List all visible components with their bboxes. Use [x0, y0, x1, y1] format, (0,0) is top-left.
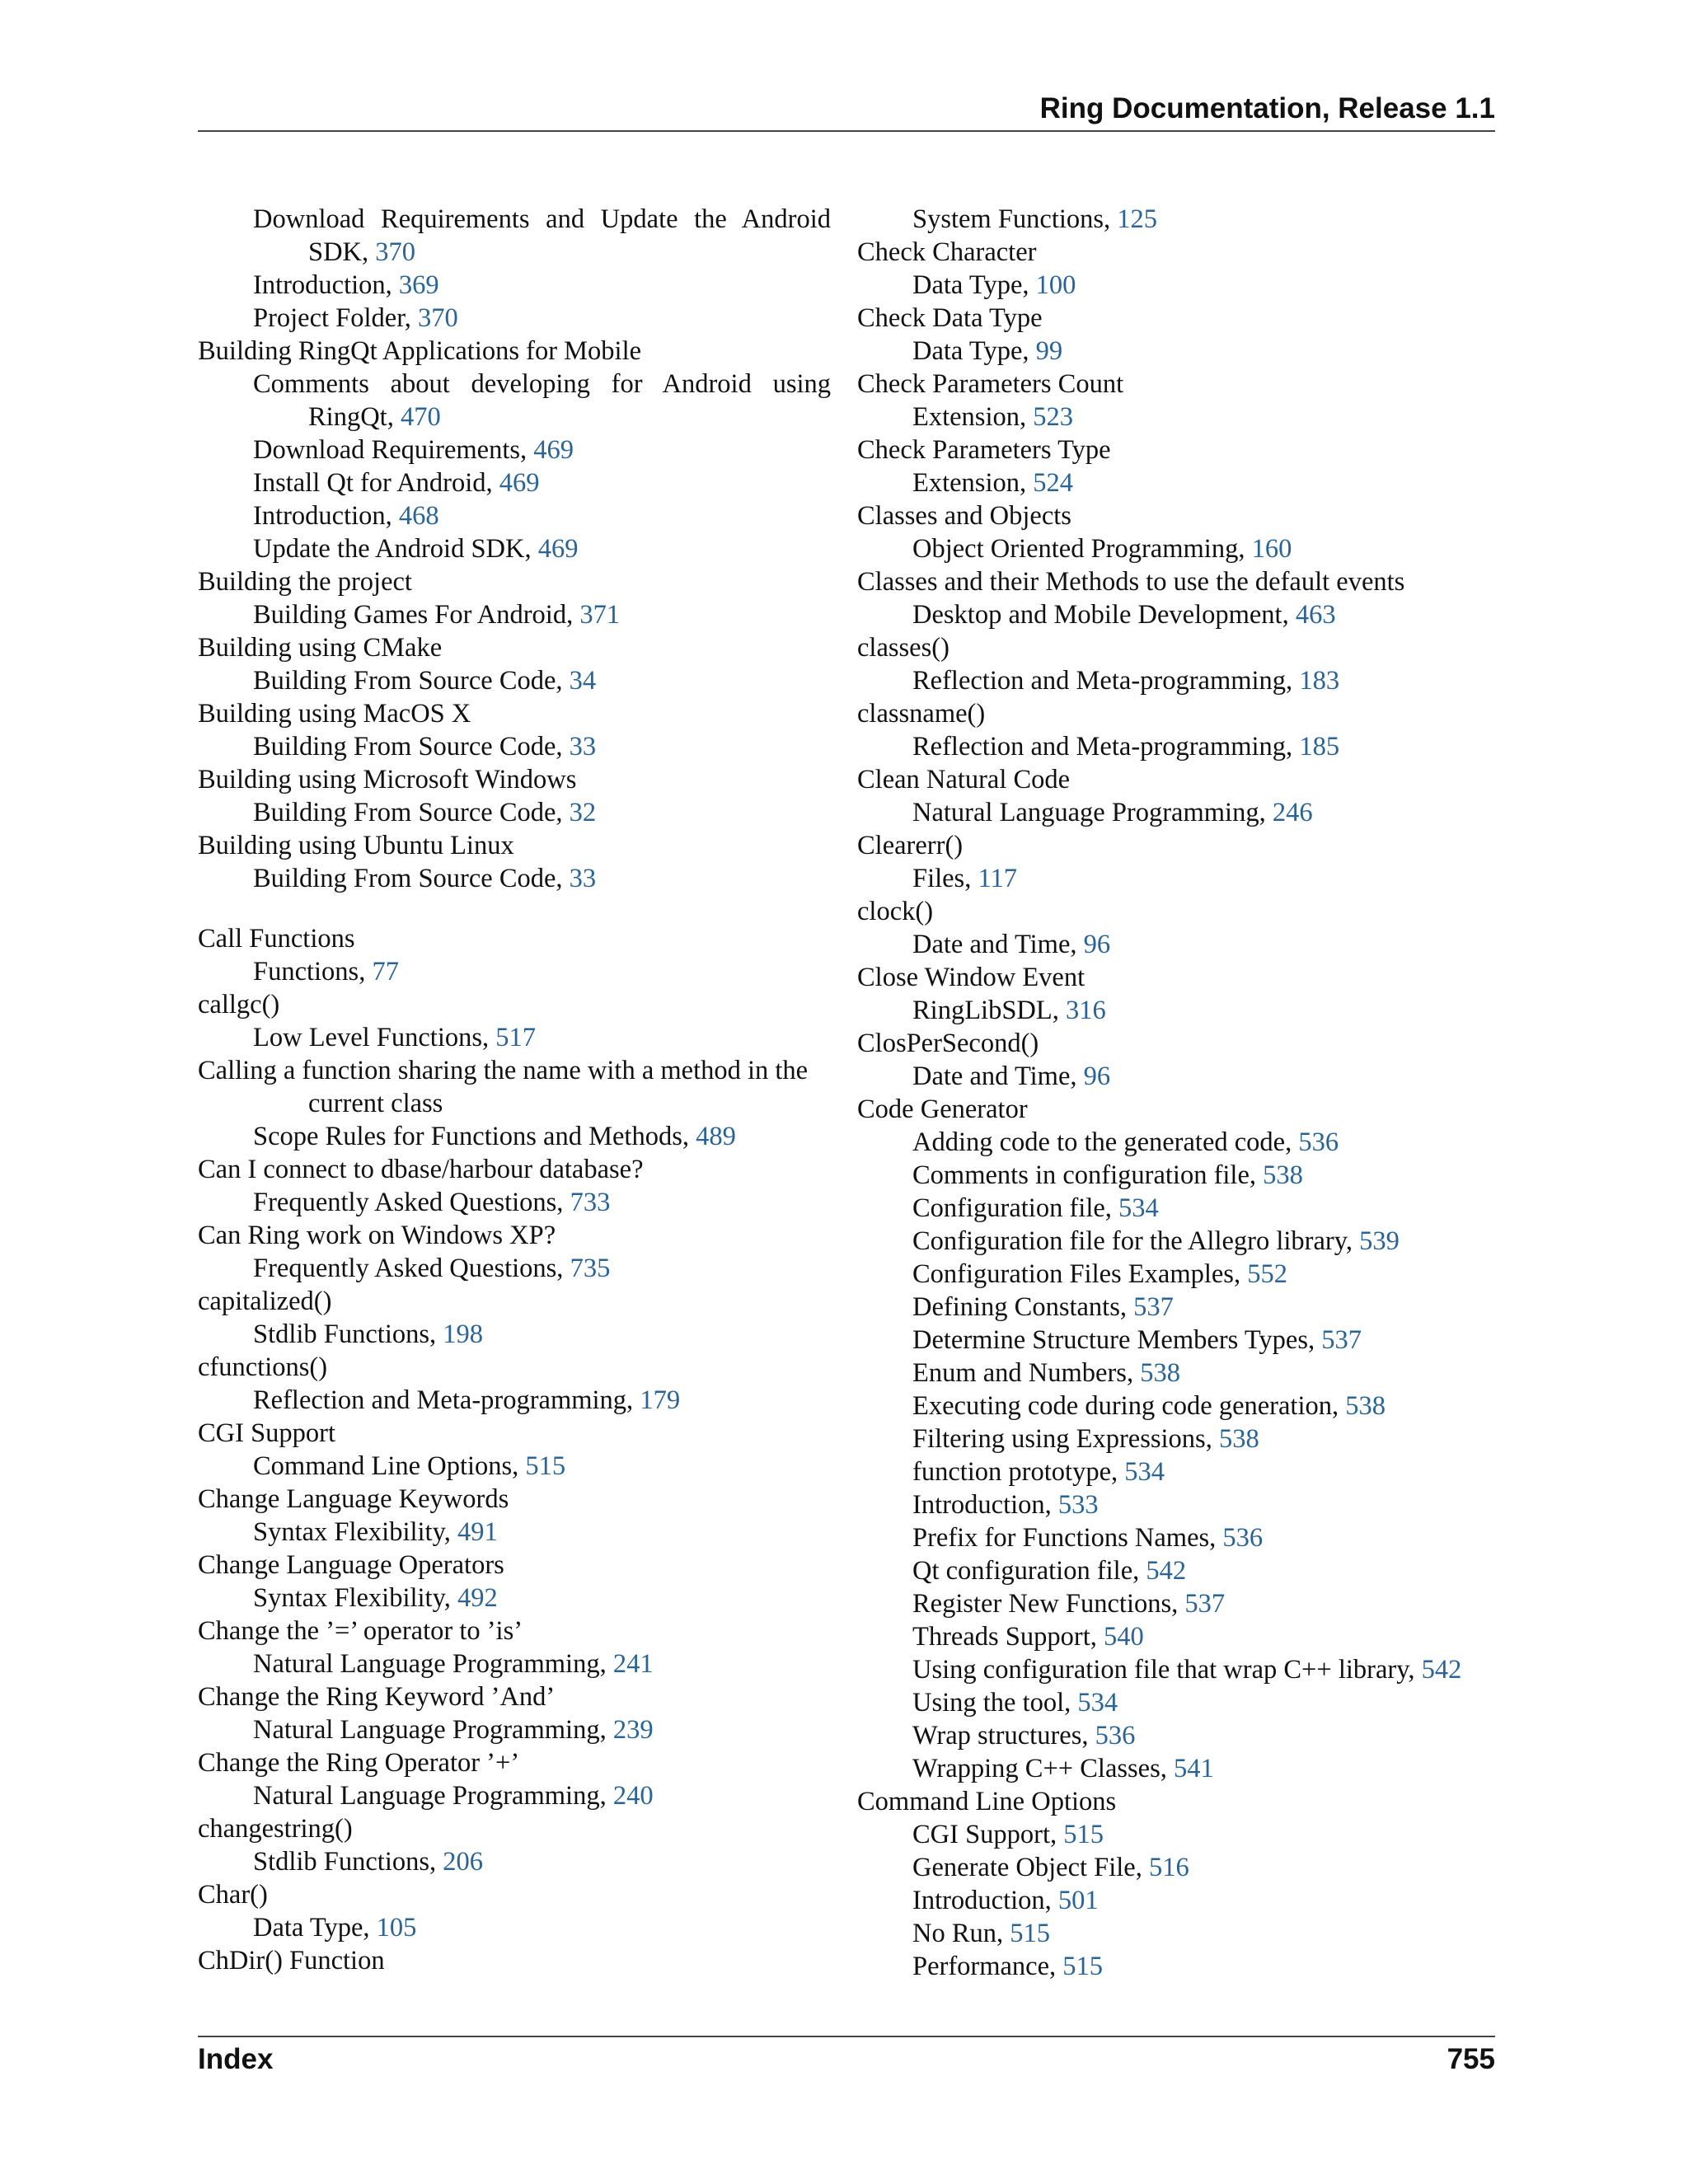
- page-reference-link[interactable]: 552: [1247, 1259, 1287, 1289]
- page-reference-link[interactable]: 179: [640, 1385, 681, 1415]
- index-entry-text: Determine Structure Members Types,: [912, 1325, 1322, 1355]
- index-entry-text: System Functions,: [912, 204, 1118, 234]
- index-subentry: [857, 335, 1508, 368]
- index-entry-text: CGI Support: [198, 1418, 336, 1448]
- page-reference-link[interactable]: 99: [1035, 336, 1063, 366]
- index-entry-text: Check Character: [857, 237, 1037, 267]
- index-subentry: [198, 955, 831, 988]
- index-subentry: [857, 1686, 1508, 1719]
- index-subentry: [857, 1324, 1508, 1357]
- page-reference-link[interactable]: 538: [1263, 1160, 1303, 1190]
- index-subentry: [857, 1917, 1508, 1950]
- index-subentry: [198, 1779, 831, 1812]
- index-entry-text: Threads Support,: [912, 1622, 1104, 1652]
- index-term: [857, 499, 1508, 532]
- index-entry-text: Download Requirements and Update the Android: [253, 204, 831, 234]
- page-reference-link[interactable]: 538: [1218, 1424, 1259, 1454]
- page-reference-link[interactable]: 542: [1421, 1655, 1462, 1685]
- index-entry-text: Desktop and Mobile Development,: [912, 600, 1296, 630]
- index-subentry: [857, 1554, 1508, 1587]
- page-reference-link[interactable]: 537: [1321, 1325, 1362, 1355]
- index-entry-text: classes(): [857, 633, 950, 663]
- index-entry-text: Building From Source Code,: [253, 798, 570, 827]
- index-term: [857, 895, 1508, 928]
- index-subentry: [198, 862, 831, 895]
- index-entry-text: Extension,: [912, 402, 1034, 432]
- index-entry-text: Building using Ubuntu Linux: [198, 831, 514, 860]
- index-continuation: [198, 401, 831, 434]
- index-entry-text: Introduction,: [253, 501, 399, 531]
- page-reference-link[interactable]: 33: [569, 864, 597, 893]
- index-entry-text: Wrap structures,: [912, 1721, 1095, 1750]
- page-reference-link[interactable]: 534: [1124, 1457, 1165, 1487]
- index-subentry: [857, 1884, 1508, 1917]
- index-entry-text: Natural Language Programming,: [253, 1781, 613, 1811]
- index-term: [198, 988, 831, 1021]
- index-subentry: [857, 730, 1508, 763]
- index-term: [198, 1153, 831, 1186]
- index-entry-text: Functions,: [253, 957, 373, 987]
- page-reference-link[interactable]: 100: [1035, 270, 1076, 300]
- page-reference-link[interactable]: 733: [570, 1188, 611, 1217]
- page-reference-link[interactable]: 34: [569, 666, 597, 696]
- index-entry-text: Performance,: [912, 1952, 1063, 1981]
- index-entry-text: Introduction,: [912, 1490, 1058, 1520]
- index-entry-text: Defining Constants,: [912, 1292, 1134, 1322]
- index-entry-text: Syntax Flexibility,: [253, 1583, 457, 1613]
- index-entry-text: clock(): [857, 897, 934, 926]
- page-reference-link[interactable]: 539: [1359, 1226, 1400, 1256]
- index-entry-text: Natural Language Programming,: [253, 1715, 613, 1745]
- index-term: [198, 1944, 831, 1977]
- index-entry-text: Building using CMake: [198, 633, 443, 663]
- index-subentry: [198, 1021, 831, 1054]
- index-entry-text: Download Requirements,: [253, 435, 534, 465]
- index-entry-text: Reflection and Meta-programming,: [253, 1385, 640, 1415]
- index-subentry: [198, 730, 831, 763]
- index-entry-text: Building From Source Code,: [253, 666, 570, 696]
- index-entry-text: Building Games For Android,: [253, 600, 580, 630]
- index-subentry: [198, 796, 831, 829]
- page-reference-link[interactable]: 524: [1033, 468, 1073, 498]
- page-reference-link[interactable]: 534: [1118, 1193, 1159, 1223]
- index-entry-text: Register New Functions,: [912, 1589, 1185, 1619]
- index-term: [857, 302, 1508, 335]
- index-subentry: [857, 1126, 1508, 1159]
- index-entry-text: Natural Language Programming,: [253, 1649, 613, 1679]
- index-entry-text: Reflection and Meta-programming,: [912, 732, 1300, 762]
- index-subentry: [857, 1521, 1508, 1554]
- index-entry-text: callgc(): [198, 990, 280, 1019]
- letter-group-spacer: [198, 895, 831, 922]
- index-entry-text: Building From Source Code,: [253, 732, 570, 762]
- index-subentry: [198, 1384, 831, 1417]
- index-subentry: [857, 1060, 1508, 1093]
- index-entry-text: Frequently Asked Questions,: [253, 1254, 570, 1283]
- page-reference-link[interactable]: 469: [537, 534, 579, 564]
- index-subentry: [857, 928, 1508, 961]
- index-column-right: [857, 203, 1508, 1983]
- index-subentry: [857, 1488, 1508, 1521]
- index-subentry: [857, 269, 1508, 302]
- index-subentry: [198, 368, 831, 401]
- index-term: [857, 1093, 1508, 1126]
- index-subentry: [198, 269, 831, 302]
- index-term: [198, 922, 831, 955]
- index-entry-text: changestring(): [198, 1814, 353, 1844]
- page-reference-link[interactable]: 517: [495, 1023, 537, 1052]
- page-header-title: Ring Documentation, Release 1.1: [1039, 92, 1495, 124]
- index-subentry: [857, 1192, 1508, 1225]
- index-entry-text: Enum and Numbers,: [912, 1358, 1141, 1388]
- page-reference-link[interactable]: 160: [1251, 534, 1292, 564]
- index-subentry: [198, 1647, 831, 1680]
- page-reference-link[interactable]: 96: [1083, 1062, 1111, 1091]
- index-entry-text: Classes and their Methods to use the default events: [857, 567, 1405, 597]
- index-subentry: [857, 1291, 1508, 1324]
- index-entry-text: Clean Natural Code: [857, 765, 1071, 794]
- page-reference-link[interactable]: 117: [978, 864, 1018, 893]
- page-reference-link[interactable]: 370: [375, 237, 416, 267]
- index-subentry: [198, 1318, 831, 1351]
- index-entry-text: Introduction,: [912, 1886, 1058, 1915]
- index-entry-text: Building using Microsoft Windows: [198, 765, 577, 794]
- index-entry-text: Adding code to the generated code,: [912, 1127, 1299, 1157]
- index-subentry: [857, 1752, 1508, 1785]
- index-subentry: [857, 1653, 1508, 1686]
- index-subentry: [857, 598, 1508, 631]
- index-entry-text: Prefix for Functions Names,: [912, 1523, 1223, 1553]
- index-column-left: [198, 203, 831, 1977]
- index-subentry: [198, 1516, 831, 1549]
- index-subentry: [198, 1120, 831, 1153]
- index-term: [198, 763, 831, 796]
- page-reference-link[interactable]: 241: [612, 1649, 654, 1679]
- page-reference-link[interactable]: 515: [1062, 1952, 1104, 1981]
- page-reference-link[interactable]: 246: [1272, 798, 1313, 827]
- page-reference-link[interactable]: 370: [417, 303, 458, 333]
- index-entry-text: Generate Object File,: [912, 1853, 1149, 1882]
- page-reference-link[interactable]: 536: [1095, 1721, 1136, 1750]
- index-entry-text: function prototype,: [912, 1457, 1125, 1487]
- page-reference-link[interactable]: 516: [1148, 1853, 1189, 1882]
- index-subentry: [198, 434, 831, 466]
- footer-rule: [198, 2036, 1495, 2037]
- index-subentry: [198, 203, 831, 236]
- index-entry-text: Install Qt for Android,: [253, 468, 499, 498]
- page-reference-link[interactable]: 533: [1057, 1490, 1099, 1520]
- index-entry-text: CGI Support,: [912, 1820, 1064, 1849]
- index-term: [198, 1746, 831, 1779]
- page-reference-link[interactable]: 206: [443, 1847, 483, 1877]
- page-reference-link[interactable]: 240: [612, 1781, 654, 1811]
- page-reference-link[interactable]: 77: [372, 957, 399, 987]
- index-subentry: [857, 1258, 1508, 1291]
- index-subentry: [857, 1818, 1508, 1851]
- index-entry-text: Building the project: [198, 567, 412, 597]
- index-subentry: [857, 532, 1508, 565]
- index-term: [198, 1285, 831, 1318]
- index-subentry: [198, 664, 831, 697]
- index-subentry: [857, 1225, 1508, 1258]
- page-reference-link[interactable]: 515: [525, 1451, 566, 1481]
- index-subentry: [198, 1582, 831, 1615]
- page-reference-link[interactable]: 489: [696, 1122, 736, 1151]
- index-entry-text: Can I connect to dbase/harbour database?: [198, 1155, 644, 1184]
- page-reference-link[interactable]: 183: [1299, 666, 1340, 696]
- page-reference-link[interactable]: 105: [376, 1913, 417, 1943]
- index-term: [857, 829, 1508, 862]
- index-term: [857, 1027, 1508, 1060]
- page-reference-link[interactable]: 491: [457, 1517, 498, 1547]
- index-entry-text: Call Functions: [198, 924, 355, 954]
- page-reference-link[interactable]: 125: [1117, 204, 1158, 234]
- index-entry-text: Check Parameters Count: [857, 369, 1124, 399]
- page-reference-link[interactable]: 523: [1033, 402, 1073, 432]
- page-reference-link[interactable]: 537: [1133, 1292, 1174, 1322]
- index-entry-text: Command Line Options,: [253, 1451, 526, 1481]
- page-reference-link[interactable]: 537: [1184, 1589, 1226, 1619]
- page-reference-link[interactable]: 32: [569, 798, 597, 827]
- index-entry-text: Change the Ring Keyword ’And’: [198, 1682, 556, 1712]
- index-term: [198, 829, 831, 862]
- index-entry-text: Data Type,: [253, 1913, 377, 1943]
- index-subentry: [198, 1845, 831, 1878]
- index-subentry: [198, 302, 831, 335]
- index-subentry: [198, 1252, 831, 1285]
- index-term: [198, 1878, 831, 1911]
- index-entry-text: cfunctions(): [198, 1352, 328, 1382]
- page-reference-link[interactable]: 492: [457, 1583, 498, 1613]
- index-subentry: [857, 1851, 1508, 1884]
- index-subentry: [198, 532, 831, 565]
- index-continuation: [198, 1087, 831, 1120]
- page-reference-link[interactable]: 538: [1140, 1358, 1180, 1388]
- index-subentry: [857, 466, 1508, 499]
- index-entry-text: ClosPerSecond(): [857, 1029, 1039, 1058]
- index-subentry: [857, 1620, 1508, 1653]
- page-reference-link[interactable]: 541: [1174, 1754, 1214, 1783]
- footer-page-number: 755: [1447, 2043, 1495, 2075]
- page-reference-link[interactable]: 239: [612, 1715, 654, 1745]
- index-subentry: [857, 862, 1508, 895]
- index-entry-text: Frequently Asked Questions,: [253, 1188, 570, 1217]
- index-term: [198, 697, 831, 730]
- index-entry-text: Date and Time,: [912, 930, 1084, 959]
- index-entry-text: Stdlib Functions,: [253, 1319, 443, 1349]
- index-entry-text: Using configuration file that wrap C++ library,: [912, 1655, 1422, 1685]
- index-entry-text: Files,: [912, 864, 978, 893]
- index-term: [857, 434, 1508, 466]
- index-term: [857, 697, 1508, 730]
- index-entry-text: Extension,: [912, 468, 1034, 498]
- index-subentry: [857, 1455, 1508, 1488]
- page-reference-link[interactable]: 468: [398, 501, 439, 531]
- page-reference-link[interactable]: 534: [1077, 1688, 1118, 1718]
- index-entry-text: classname(): [857, 699, 986, 729]
- index-term: [198, 1615, 831, 1647]
- page-reference-link[interactable]: 469: [533, 435, 574, 465]
- page-reference-link[interactable]: 542: [1146, 1556, 1187, 1586]
- index-entry-text: Change the ’=’ operator to ’is’: [198, 1616, 523, 1646]
- page-reference-link[interactable]: 470: [400, 402, 441, 432]
- index-term: [857, 1785, 1508, 1818]
- index-subentry: [857, 1159, 1508, 1192]
- index-entry-text: Introduction,: [253, 270, 399, 300]
- index-entry-text: Change Language Operators: [198, 1550, 504, 1580]
- index-entry-text: Qt configuration file,: [912, 1556, 1146, 1586]
- index-entry-text: Char(): [198, 1880, 268, 1910]
- index-entry-text: Project Folder,: [253, 303, 418, 333]
- index-entry-text: Code Generator: [857, 1094, 1028, 1124]
- index-subentry: [857, 1357, 1508, 1390]
- index-entry-text: Update the Android SDK,: [253, 534, 538, 564]
- index-entry-text: Filtering using Expressions,: [912, 1424, 1219, 1454]
- index-entry-text: Using the tool,: [912, 1688, 1078, 1718]
- index-subentry: [857, 796, 1508, 829]
- index-entry-text: Stdlib Functions,: [253, 1847, 443, 1877]
- page-reference-link[interactable]: 316: [1066, 996, 1106, 1025]
- index-entry-text: Change the Ring Operator ’+’: [198, 1748, 520, 1778]
- index-subentry: [857, 994, 1508, 1027]
- index-entry-text: Check Data Type: [857, 303, 1043, 333]
- index-subentry: [857, 1950, 1508, 1983]
- index-subentry: [198, 1911, 831, 1944]
- page-reference-link[interactable]: 536: [1222, 1523, 1264, 1553]
- index-term: [857, 631, 1508, 664]
- page-reference-link[interactable]: 501: [1057, 1886, 1099, 1915]
- index-entry-text: Close Window Event: [857, 963, 1085, 992]
- index-subentry: [857, 1587, 1508, 1620]
- index-term: [198, 1054, 831, 1087]
- index-subentry: [198, 1450, 831, 1483]
- index-entry-text: RingLibSDL,: [912, 996, 1066, 1025]
- index-subentry: [857, 1719, 1508, 1752]
- index-subentry: [857, 203, 1508, 236]
- index-entry-text: Can Ring work on Windows XP?: [198, 1221, 556, 1250]
- index-entry-text: Building From Source Code,: [253, 864, 570, 893]
- index-entry-text: Syntax Flexibility,: [253, 1517, 457, 1547]
- page-reference-link[interactable]: 515: [1010, 1919, 1051, 1948]
- index-entry-text: Low Level Functions,: [253, 1023, 496, 1052]
- page-reference-link[interactable]: 538: [1345, 1391, 1386, 1421]
- index-entry-text: Natural Language Programming,: [912, 798, 1273, 827]
- index-term: [857, 236, 1508, 269]
- header-rule: [198, 130, 1495, 132]
- index-subentry: [857, 1390, 1508, 1422]
- index-term: [198, 1351, 831, 1384]
- page-reference-link[interactable]: 469: [499, 468, 540, 498]
- index-entry-text: Calling a function sharing the name with a method in the: [198, 1056, 809, 1085]
- index-subentry: [198, 1713, 831, 1746]
- page-reference-link[interactable]: 735: [570, 1254, 611, 1283]
- index-entry-text: Building RingQt Applications for Mobile: [198, 336, 642, 366]
- index-entry-text: Comments about developing for Android using: [253, 369, 831, 399]
- index-subentry: [857, 401, 1508, 434]
- index-term: [198, 1549, 831, 1582]
- index-subentry: [198, 466, 831, 499]
- index-subentry: [198, 1186, 831, 1219]
- index-subentry: [857, 1422, 1508, 1455]
- index-entry-text: No Run,: [912, 1919, 1010, 1948]
- index-term: [857, 763, 1508, 796]
- index-entry-text: Executing code during code generation,: [912, 1391, 1346, 1421]
- index-entry-text: Wrapping C++ Classes,: [912, 1754, 1174, 1783]
- index-entry-text: Data Type,: [912, 336, 1036, 366]
- page-reference-link[interactable]: 369: [398, 270, 439, 300]
- index-term: [198, 565, 831, 598]
- index-term: [857, 368, 1508, 401]
- index-entry-text: current class: [308, 1089, 443, 1118]
- page-reference-link[interactable]: 463: [1295, 600, 1336, 630]
- index-entry-text: Change Language Keywords: [198, 1484, 509, 1514]
- index-entry-text: Object Oriented Programming,: [912, 534, 1252, 564]
- index-entry-text: Comments in configuration file,: [912, 1160, 1264, 1190]
- index-term: [198, 1812, 831, 1845]
- index-entry-text: Clearerr(): [857, 831, 964, 860]
- index-entry-text: Configuration Files Examples,: [912, 1259, 1248, 1289]
- index-entry-text: Reflection and Meta-programming,: [912, 666, 1300, 696]
- index-entry-text: Data Type,: [912, 270, 1036, 300]
- footer-section-label: Index: [198, 2043, 274, 2075]
- index-term: [198, 1417, 831, 1450]
- page-reference-link[interactable]: 536: [1298, 1127, 1339, 1157]
- index-entry-text: Check Parameters Type: [857, 435, 1111, 465]
- index-entry-text: Date and Time,: [912, 1062, 1084, 1091]
- index-entry-text: Configuration file,: [912, 1193, 1119, 1223]
- index-continuation: [198, 236, 831, 269]
- page-reference-link[interactable]: 540: [1103, 1622, 1144, 1652]
- page-reference-link[interactable]: 96: [1083, 930, 1111, 959]
- index-subentry: [857, 664, 1508, 697]
- index-term: [857, 961, 1508, 994]
- page-reference-link[interactable]: 371: [579, 600, 621, 630]
- index-entry-text: capitalized(): [198, 1286, 332, 1316]
- index-entry-text: RingQt,: [308, 402, 401, 432]
- index-term: [198, 335, 831, 368]
- index-entry-text: Scope Rules for Functions and Methods,: [253, 1122, 696, 1151]
- index-term: [198, 631, 831, 664]
- index-entry-text: Command Line Options: [857, 1787, 1117, 1816]
- index-entry-text: Building using MacOS X: [198, 699, 471, 729]
- index-subentry: [198, 598, 831, 631]
- index-entry-text: SDK,: [308, 237, 376, 267]
- index-subentry: [198, 499, 831, 532]
- page-reference-link[interactable]: 198: [443, 1319, 483, 1349]
- index-entry-text: Configuration file for the Allegro library,: [912, 1226, 1360, 1256]
- page-reference-link[interactable]: 33: [569, 732, 597, 762]
- page-reference-link[interactable]: 185: [1299, 732, 1340, 762]
- index-entry-text: ChDir() Function: [198, 1946, 385, 1975]
- index-term: [198, 1680, 831, 1713]
- index-entry-text: Classes and Objects: [857, 501, 1071, 531]
- index-term: [857, 565, 1508, 598]
- index-term: [198, 1483, 831, 1516]
- index-term: [198, 1219, 831, 1252]
- page-reference-link[interactable]: 515: [1063, 1820, 1104, 1849]
